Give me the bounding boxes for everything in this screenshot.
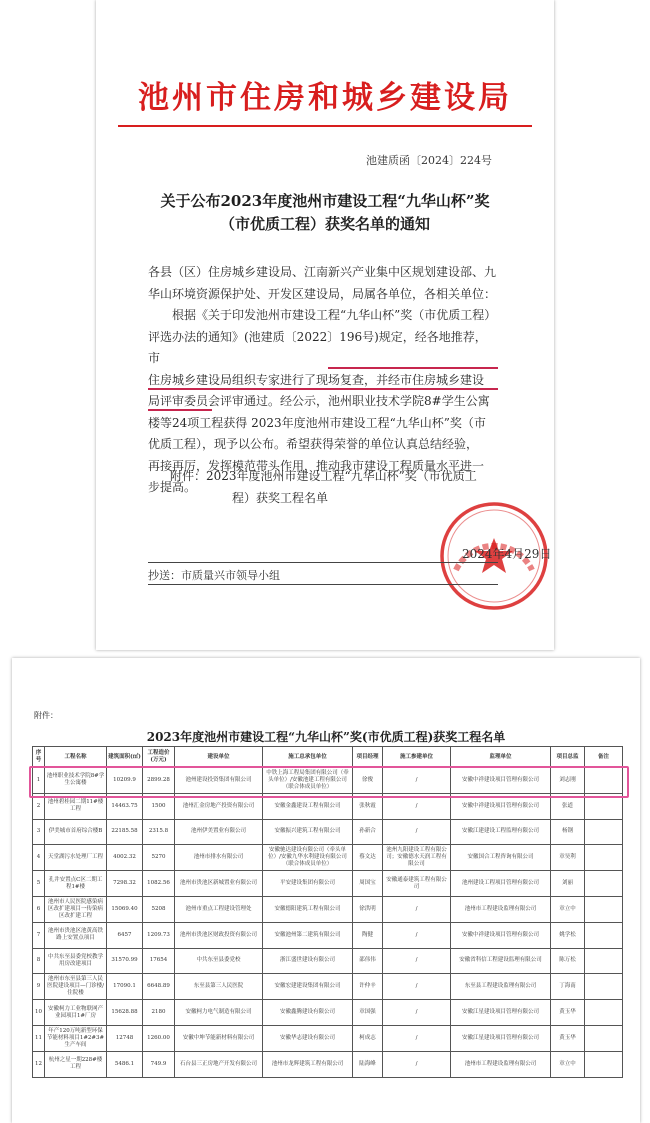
table-cell [585, 922, 623, 948]
table-cell: 安徽国合工程咨询有限公司 [451, 845, 551, 871]
table-cell: 池州伊美置业有限公司 [175, 819, 263, 845]
table-cell [585, 974, 623, 1000]
table-row [33, 1000, 623, 1026]
cc-rule-top [148, 562, 498, 563]
notice-page [96, 0, 554, 650]
underline-award-end [148, 409, 212, 411]
table-cell: 杨钢 [551, 819, 585, 845]
table-cell: 池州市排水有限公司 [175, 845, 263, 871]
table-row [33, 819, 623, 845]
table-cell: 22185.58 [107, 819, 143, 845]
table-cell: / [383, 974, 451, 1000]
body-line-3: 住房城乡建设局组织专家进行了现场复查，并经市住房城乡建设 [148, 372, 485, 387]
table-cell: 张秋霞 [353, 793, 383, 819]
table-cell [585, 1025, 623, 1051]
table-cell: 池州市工程建设监理有限公司 [451, 1051, 551, 1077]
table-cell: 池州建设投资集团有限公司 [175, 768, 263, 794]
cc-rule-bottom [148, 584, 498, 585]
table-cell: 池州市贵池区池黄高铁路上安置点项目 [45, 922, 107, 948]
table-cell: 陆海峰 [353, 1051, 383, 1077]
table-cell: 12748 [107, 1025, 143, 1051]
column-header: 建设单位 [175, 747, 263, 768]
table-cell: / [383, 1025, 451, 1051]
table-cell: 安徽宏建建设集团有限公司 [263, 974, 353, 1000]
table-cell: 7298.32 [107, 871, 143, 897]
table-cell: 年产120万吨新型环保节能材料项目1#2#3#生产车间 [45, 1025, 107, 1051]
table-cell [585, 819, 623, 845]
table-cell [585, 896, 623, 922]
table-cell: 5486.1 [107, 1051, 143, 1077]
table-cell: 石台县三正房地产开发有限公司 [175, 1051, 263, 1077]
table-cell: 安徽振兴建筑工程有限公司 [263, 819, 353, 845]
table-cell: / [383, 819, 451, 845]
table-cell: 徐俊 [353, 768, 383, 794]
highlight-first-row [29, 766, 629, 798]
column-header: 工程名称 [45, 747, 107, 768]
table-cell: 1209.73 [143, 922, 175, 948]
table-row [33, 974, 623, 1000]
table-cell: 3 [33, 819, 45, 845]
addressee-line-1: 各县（区）住房城乡建设局、江南新兴产业集中区规划建设部、九 [148, 265, 497, 279]
table-row [33, 1051, 623, 1077]
table-cell: 刘志刚 [551, 768, 585, 794]
table-cell: 安徽江星建设项目管理有限公司 [451, 1025, 551, 1051]
table-cell: 周国宝 [353, 871, 383, 897]
annex-label: 附件： [34, 711, 58, 720]
table-cell [585, 1051, 623, 1077]
table-row [33, 896, 623, 922]
table-cell: / [383, 948, 451, 974]
table-cell: 15069.40 [107, 896, 143, 922]
table-cell: 6457 [107, 922, 143, 948]
header-red-rule [118, 125, 532, 127]
table-cell [585, 948, 623, 974]
table-cell: 章立中 [551, 896, 585, 922]
table-cell: 安徽驰达建设有限公司（牵头单位）/安徽九华水利建设有限公司（联合体成员单位） [263, 845, 353, 871]
table-cell: 7 [33, 922, 45, 948]
table-cell: 1260.00 [143, 1025, 175, 1051]
table-cell: 安徽通泰建筑工程有限公司 [383, 871, 451, 897]
highlighted-project-name: 池州职业技术学院8#学生公寓 [328, 394, 490, 408]
table-cell: 天堂湖污水处理厂工程 [45, 845, 107, 871]
table-cell [585, 871, 623, 897]
table-cell: 徐洪明 [353, 896, 383, 922]
table-cell: 1082.56 [143, 871, 175, 897]
table-cell: / [383, 1051, 451, 1077]
table-cell: 安徽鑫腾建设有限公司 [263, 1000, 353, 1026]
column-header: 工程造价(万元) [143, 747, 175, 768]
table-cell: 2 [33, 793, 45, 819]
table-cell: 姚学松 [551, 922, 585, 948]
table-header-row [33, 747, 623, 768]
table-cell: 安徽江星建设项目管理有限公司 [451, 1000, 551, 1026]
table-row [33, 1025, 623, 1051]
addressee [148, 262, 498, 305]
table-cell: 4002.32 [107, 845, 143, 871]
table-cell: 5 [33, 871, 45, 897]
table-cell: 安徽中祥建设项目管理有限公司 [451, 922, 551, 948]
table-cell: 陶健 [353, 922, 383, 948]
table-cell: 8 [33, 948, 45, 974]
table-cell: 池州汇金房地产投资有限公司 [175, 793, 263, 819]
notice-title-line-2: （市优质工程）获奖名单的通知 [219, 215, 430, 233]
table-cell: 2315.8 [143, 819, 175, 845]
table-cell: 1 [33, 768, 45, 794]
table-cell: 安徽中坤节能新材料有限公司 [175, 1025, 263, 1051]
table-cell: 张道 [551, 793, 585, 819]
table-cell: 伊美城市首府综合楼B [45, 819, 107, 845]
table-cell: 安徽省科信工程建设监理有限公司 [451, 948, 551, 974]
body-line-5: 楼等24项工程获得 2023年度池州市建设工程“九华山杯”奖（市 [148, 415, 486, 430]
table-cell: / [383, 922, 451, 948]
table-cell: 东至县工程建设监理有限公司 [451, 974, 551, 1000]
underline-award-line [148, 388, 498, 390]
column-header: 序号 [33, 747, 45, 768]
table-cell: 17090.1 [107, 974, 143, 1000]
table-cell: 池州职业技术学院8#学生公寓楼 [45, 768, 107, 794]
table-cell: 黄玉华 [551, 1025, 585, 1051]
table-cell: 12 [33, 1051, 45, 1077]
table-cell: 安徽柯力电气制造有限公司 [175, 1000, 263, 1026]
table-cell [585, 1000, 623, 1026]
table-cell: 14463.75 [107, 793, 143, 819]
table-cell: 池州市重点工程建设管理处 [175, 896, 263, 922]
table-cell: 杭州之星一期228#楼工程 [45, 1051, 107, 1077]
table-cell: 11 [33, 1025, 45, 1051]
attachment-line-1: 附件：2023年度池州市建设工程“九华山杯”奖（市优质工 [170, 469, 477, 483]
table-cell: 2899.28 [143, 768, 175, 794]
table-cell: 章昊利 [551, 845, 585, 871]
table-cell: 池州市贵池区新城置业有限公司 [175, 871, 263, 897]
table-cell: 安徽柯力工业物联网产业园项目1#厂房 [45, 1000, 107, 1026]
column-header: 建筑面积(㎡) [107, 747, 143, 768]
table-cell: / [383, 896, 451, 922]
annex-page [12, 658, 640, 1123]
table-cell: 刘丽 [551, 871, 585, 897]
table-cell: 安徽中祥建设项目管理有限公司 [451, 793, 551, 819]
table-cell: 中铁上海工程局集团有限公司（牵头单位）/安徽池建工程有限公司（联合体成员单位） [263, 768, 353, 794]
table-cell: / [383, 768, 451, 794]
underline-project-name [328, 367, 498, 369]
table-body [33, 768, 623, 1078]
table-cell: 浙江盛世建设有限公司 [263, 948, 353, 974]
table-cell: 749.9 [143, 1051, 175, 1077]
table-cell: 5208 [143, 896, 175, 922]
table-cell: 9 [33, 974, 45, 1000]
table-cell: 黄玉华 [551, 1000, 585, 1026]
table-cell: 1500 [143, 793, 175, 819]
table-cell: 池州市东至县第三人民医院建设项目—门诊楼/住院楼 [45, 974, 107, 1000]
table-cell: 安徽华志建设有限公司 [263, 1025, 353, 1051]
column-header: 项目经理 [353, 747, 383, 768]
table-cell [585, 845, 623, 871]
table-cell: 10 [33, 1000, 45, 1026]
table-cell: / [383, 1000, 451, 1026]
column-header: 监理单位 [451, 747, 551, 768]
table-cell: 15628.88 [107, 1000, 143, 1026]
addressee-line-2: 华山环境资源保护处、开发区建设局，局属各单位，各相关单位： [148, 286, 497, 301]
table-cell: 平安建设集团有限公司 [263, 871, 353, 897]
table-cell: 许仲辛 [353, 974, 383, 1000]
table-cell: 章立中 [551, 1051, 585, 1077]
table-cell: 6 [33, 896, 45, 922]
table-cell: 中共东至县委党校 [175, 948, 263, 974]
body-line-2: 评选办法的通知》(池建质〔2022〕196号)规定，经各地推荐，市 [148, 329, 487, 365]
table-cell: 东至县第三人民医院 [175, 974, 263, 1000]
table-cell: 31570.99 [107, 948, 143, 974]
table-cell: 4 [33, 845, 45, 871]
issuer-header: 池州市住房和城乡建设局 [138, 80, 512, 116]
body-line-1: 根据《关于印发池州市建设工程“九华山杯”奖（市优质工程） [172, 308, 497, 322]
table-cell: 2180 [143, 1000, 175, 1026]
cc-recipients: 抄送：市质量兴市领导小组 [148, 569, 280, 582]
body-line-7: 再接再厉，发挥模范带头作用，推动我市建设工程质量水平进一 [148, 458, 485, 473]
table-cell: 池州市工程建设监理有限公司 [451, 896, 551, 922]
table-cell: 孙新合 [353, 819, 383, 845]
body-line-6: 优质工程），现予以公布。希望获得荣誉的单位认真总结经验， [148, 437, 479, 451]
table-cell: 池州市龙辉建筑工程有限公司 [263, 1051, 353, 1077]
table-cell: 安徽池州第二建筑有限公司 [263, 922, 353, 948]
table-cell: 池州建设工程项目管理有限公司 [451, 871, 551, 897]
table-cell: 池州市贵池区财政投资有限公司 [175, 922, 263, 948]
table-cell: 安徽江建建设工程监理有限公司 [451, 819, 551, 845]
table-cell: / [383, 793, 451, 819]
table-cell: 池州九阳建设工程有限公司；安徽德水天润工程有限公司 [383, 845, 451, 871]
table-cell: 安徽德阳建筑工程有限公司 [263, 896, 353, 922]
table-cell: 陈万松 [551, 948, 585, 974]
table-cell: 池州市人民医院感染病区改扩建项目一传染病区改扩建工程 [45, 896, 107, 922]
table-cell: 6648.89 [143, 974, 175, 1000]
table-cell: 柯成志 [353, 1025, 383, 1051]
table-row [33, 871, 623, 897]
table-cell: 章国强 [353, 1000, 383, 1026]
table-cell: 池州碧桂园二期11#楼工程 [45, 793, 107, 819]
table-cell: 安徽中祥建设项目管理有限公司 [451, 768, 551, 794]
document-number: 池建质函〔2024〕224号 [366, 154, 492, 167]
column-header: 备注 [585, 747, 623, 768]
column-header: 施工总承包单位 [263, 747, 353, 768]
table-cell: 17654 [143, 948, 175, 974]
table-cell: 丁海南 [551, 974, 585, 1000]
column-header: 项目总监 [551, 747, 585, 768]
body-line-8: 步提高。 [148, 480, 197, 494]
notice-title-line-1: 关于公布2023年度池州市建设工程“九华山杯”奖 [160, 192, 490, 210]
issue-date: 2024年4月29日 [462, 547, 552, 561]
table-cell: 邵伟伟 [353, 948, 383, 974]
table-row [33, 922, 623, 948]
table-cell: 安徽金鑫建设工程有限公司 [263, 793, 353, 819]
table-row [33, 845, 623, 871]
table-cell: 5270 [143, 845, 175, 871]
table-cell: 中共东至县委党校教学用房改建项目 [45, 948, 107, 974]
annex-title: 2023年度池州市建设工程“九华山杯”奖(市优质工程)获奖工程名单 [146, 730, 506, 744]
attachment-line-2: 程）获奖工程名单 [232, 490, 329, 505]
notice-title [96, 190, 554, 236]
table-cell: 蔡文达 [353, 845, 383, 871]
body-line-4: 局评审委员会评审通过。经公示，池州职业技术学院8#学生公寓 [148, 394, 490, 408]
table-row [33, 948, 623, 974]
column-header: 施工参建单位 [383, 747, 451, 768]
table-cell: 孔井安置点C区二期工程1#楼 [45, 871, 107, 897]
table-cell: 10209.9 [107, 768, 143, 794]
